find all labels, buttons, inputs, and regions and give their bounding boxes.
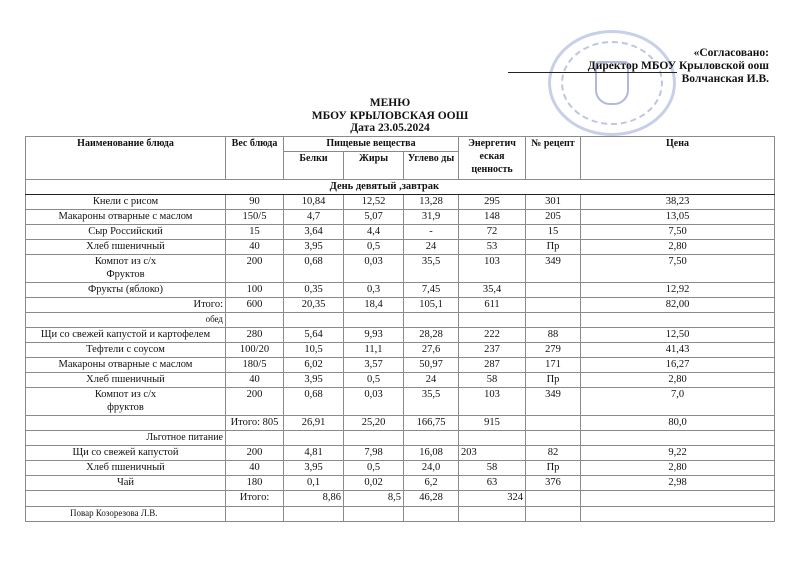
cell-recipe: 376 bbox=[526, 476, 581, 491]
menu-table bbox=[25, 136, 775, 522]
cell-carbs: - bbox=[404, 225, 459, 240]
cell-energy: 103 bbox=[459, 255, 526, 283]
cell-name: Щи со свежей капустой bbox=[26, 446, 226, 461]
header-row bbox=[26, 137, 775, 152]
cell-weight: 200 bbox=[226, 388, 284, 416]
cell-name: Кнели с рисом bbox=[26, 195, 226, 210]
menu-item-row bbox=[26, 328, 775, 343]
header-weight: Вес блюда bbox=[226, 137, 284, 180]
cell-name: Щи со свежей капустой и картофелем bbox=[26, 328, 226, 343]
breakfast-total-row bbox=[26, 298, 775, 313]
cell-carbs: 35,5 bbox=[404, 388, 459, 416]
cell-price: 2,80 bbox=[581, 461, 775, 476]
cell-weight: 180/5 bbox=[226, 358, 284, 373]
cell-fats: 0,5 bbox=[344, 461, 404, 476]
header-recipe: № рецепт bbox=[526, 137, 581, 180]
cell-carbs: 28,28 bbox=[404, 328, 459, 343]
cell-energy: 287 bbox=[459, 358, 526, 373]
cell-fats: 4,4 bbox=[344, 225, 404, 240]
cell-recipe: 349 bbox=[526, 255, 581, 283]
cell-fats: 5,07 bbox=[344, 210, 404, 225]
cell-carbs: 7,45 bbox=[404, 283, 459, 298]
cell-recipe: 301 bbox=[526, 195, 581, 210]
benefit-total-row bbox=[26, 491, 775, 507]
cell-proteins: 4,81 bbox=[284, 446, 344, 461]
cell-price: 41,43 bbox=[581, 343, 775, 358]
total-price: 82,00 bbox=[581, 298, 775, 313]
cell-price: 7,0 bbox=[581, 388, 775, 416]
cell-carbs: 31,9 bbox=[404, 210, 459, 225]
benefit-section-label: Льготное питание bbox=[26, 431, 226, 446]
title-date: Дата 23.05.2024 bbox=[350, 122, 430, 134]
cell-recipe: 279 bbox=[526, 343, 581, 358]
footer-row bbox=[26, 507, 775, 522]
cell-price: 12,50 bbox=[581, 328, 775, 343]
menu-item-row bbox=[26, 283, 775, 298]
total-carbs: 105,1 bbox=[404, 298, 459, 313]
cell-energy: 237 bbox=[459, 343, 526, 358]
total-label: Итого: bbox=[26, 298, 226, 313]
cell-weight: 200 bbox=[226, 446, 284, 461]
total-price bbox=[581, 491, 775, 507]
cell-proteins: 3,64 bbox=[284, 225, 344, 240]
cell-proteins: 3,95 bbox=[284, 240, 344, 255]
cell-proteins: 10,84 bbox=[284, 195, 344, 210]
header-proteins: Белки bbox=[284, 152, 344, 180]
cell-recipe: Пр bbox=[526, 461, 581, 476]
menu-item-row bbox=[26, 358, 775, 373]
cell-price: 9,22 bbox=[581, 446, 775, 461]
menu-item-row bbox=[26, 343, 775, 358]
cell-name: Хлеб пшеничный bbox=[26, 461, 226, 476]
menu-item-row bbox=[26, 195, 775, 210]
cell-price: 7,50 bbox=[581, 255, 775, 283]
header-nutrients: Пищевые вещества bbox=[284, 137, 459, 152]
signature-line bbox=[508, 72, 677, 73]
total-label: Итого: bbox=[226, 491, 284, 507]
cell-fats: 3,57 bbox=[344, 358, 404, 373]
total-energy: 915 bbox=[459, 416, 526, 431]
cell-weight: 200 bbox=[226, 255, 284, 283]
cell-recipe bbox=[526, 283, 581, 298]
cell-carbs: 35,5 bbox=[404, 255, 459, 283]
cell-price: 2,80 bbox=[581, 373, 775, 388]
approval-block bbox=[588, 47, 769, 86]
cell-carbs: 16,08 bbox=[404, 446, 459, 461]
cell-energy: 203 bbox=[459, 446, 526, 461]
cell-weight: 90 bbox=[226, 195, 284, 210]
cell-carbs: 24 bbox=[404, 373, 459, 388]
breakfast-rows bbox=[26, 195, 775, 298]
cell-weight: 280 bbox=[226, 328, 284, 343]
lunch-section-row bbox=[26, 313, 775, 328]
cell-fats: 7,98 bbox=[344, 446, 404, 461]
cell-recipe: 205 bbox=[526, 210, 581, 225]
total-weight: 600 bbox=[226, 298, 284, 313]
cell-energy: 148 bbox=[459, 210, 526, 225]
cell-proteins: 10,5 bbox=[284, 343, 344, 358]
total-carbs: 166,75 bbox=[404, 416, 459, 431]
total-proteins: 8,86 bbox=[284, 491, 344, 507]
cell-fats: 0,5 bbox=[344, 240, 404, 255]
approval-line-2: Директор МБОУ Крыловской оош bbox=[587, 60, 769, 72]
cell-energy: 53 bbox=[459, 240, 526, 255]
cell-carbs: 13,28 bbox=[404, 195, 459, 210]
cell-carbs: 6,2 bbox=[404, 476, 459, 491]
cell-name: Компот из с/х Фруктов bbox=[26, 255, 226, 283]
menu-item-row bbox=[26, 255, 775, 283]
cell-price: 13,05 bbox=[581, 210, 775, 225]
cell-proteins: 0,35 bbox=[284, 283, 344, 298]
cell-proteins: 0,1 bbox=[284, 476, 344, 491]
cell-energy: 58 bbox=[459, 461, 526, 476]
cell-proteins: 3,95 bbox=[284, 461, 344, 476]
cell-fats: 9,93 bbox=[344, 328, 404, 343]
cell-name: Чай bbox=[26, 476, 226, 491]
breakfast-section-label: День девятый ,завтрак bbox=[26, 180, 775, 195]
cell-carbs: 24 bbox=[404, 240, 459, 255]
menu-item-row bbox=[26, 225, 775, 240]
cell-price: 38,23 bbox=[581, 195, 775, 210]
cell-price: 12,92 bbox=[581, 283, 775, 298]
benefit-rows bbox=[26, 446, 775, 491]
cell-fats: 0,3 bbox=[344, 283, 404, 298]
total-energy: 611 bbox=[459, 298, 526, 313]
menu-item-row bbox=[26, 388, 775, 416]
cell-energy: 63 bbox=[459, 476, 526, 491]
menu-item-row bbox=[26, 240, 775, 255]
cell-name: Тефтели с соусом bbox=[26, 343, 226, 358]
cell-recipe: 171 bbox=[526, 358, 581, 373]
benefit-section-row bbox=[26, 431, 775, 446]
lunch-rows bbox=[26, 328, 775, 416]
cell-name: Макароны отварные с маслом bbox=[26, 358, 226, 373]
cell-price: 16,27 bbox=[581, 358, 775, 373]
title-menu: МЕНЮ bbox=[369, 97, 411, 109]
cell-weight: 15 bbox=[226, 225, 284, 240]
header-name: Наименование блюда bbox=[26, 137, 226, 180]
approval-line-3: Волчанская И.В. bbox=[681, 73, 769, 85]
cell-proteins: 5,64 bbox=[284, 328, 344, 343]
cell-price: 2,98 bbox=[581, 476, 775, 491]
cell-recipe: 349 bbox=[526, 388, 581, 416]
cell-fats: 11,1 bbox=[344, 343, 404, 358]
cell-fats: 0,02 bbox=[344, 476, 404, 491]
cell-proteins: 0,68 bbox=[284, 388, 344, 416]
document-title bbox=[280, 97, 500, 135]
title-school: МБОУ КРЫЛОВСКАЯ ООШ bbox=[311, 109, 469, 122]
cell-name: Компот из с/х фруктов bbox=[26, 388, 226, 416]
cell-fats: 12,52 bbox=[344, 195, 404, 210]
approval-line-1: «Согласовано: bbox=[693, 47, 769, 59]
total-energy: 324 bbox=[459, 491, 526, 507]
cell-carbs: 24,0 bbox=[404, 461, 459, 476]
header-carbs: Углево ды bbox=[404, 152, 459, 180]
total-recipe bbox=[526, 491, 581, 507]
total-price: 80,0 bbox=[581, 416, 775, 431]
cell-weight: 100 bbox=[226, 283, 284, 298]
cell-proteins: 6,02 bbox=[284, 358, 344, 373]
cell-fats: 0,03 bbox=[344, 388, 404, 416]
total-proteins: 26,91 bbox=[284, 416, 344, 431]
cell-price: 7,50 bbox=[581, 225, 775, 240]
cell-weight: 180 bbox=[226, 476, 284, 491]
header-price: Цена bbox=[581, 137, 775, 180]
cell-weight: 150/5 bbox=[226, 210, 284, 225]
total-carbs: 46,28 bbox=[404, 491, 459, 507]
cell-price: 2,80 bbox=[581, 240, 775, 255]
cook-signature: Повар Козорезова Л.В. bbox=[26, 507, 226, 522]
header-fats: Жиры bbox=[344, 152, 404, 180]
menu-item-row bbox=[26, 461, 775, 476]
cell-energy: 35,4 bbox=[459, 283, 526, 298]
cell-fats: 0,5 bbox=[344, 373, 404, 388]
cell-name: Сыр Российский bbox=[26, 225, 226, 240]
cell-proteins: 0,68 bbox=[284, 255, 344, 283]
cell-carbs: 50,97 bbox=[404, 358, 459, 373]
cell-weight: 40 bbox=[226, 461, 284, 476]
total-recipe bbox=[526, 298, 581, 313]
cell-energy: 222 bbox=[459, 328, 526, 343]
cell-name: Хлеб пшеничный bbox=[26, 240, 226, 255]
cell-recipe: 82 bbox=[526, 446, 581, 461]
cell-energy: 295 bbox=[459, 195, 526, 210]
total-proteins: 20,35 bbox=[284, 298, 344, 313]
cell-weight: 40 bbox=[226, 373, 284, 388]
cell-proteins: 3,95 bbox=[284, 373, 344, 388]
cell-fats: 0,03 bbox=[344, 255, 404, 283]
lunch-total-row bbox=[26, 416, 775, 431]
menu-item-row bbox=[26, 446, 775, 461]
menu-item-row bbox=[26, 210, 775, 225]
menu-item-row bbox=[26, 373, 775, 388]
total-fats: 8,5 bbox=[344, 491, 404, 507]
lunch-section-label: обед bbox=[26, 313, 226, 328]
cell-weight: 40 bbox=[226, 240, 284, 255]
breakfast-section-row bbox=[26, 180, 775, 195]
cell-name: Хлеб пшеничный bbox=[26, 373, 226, 388]
menu-item-row bbox=[26, 476, 775, 491]
cell-proteins: 4,7 bbox=[284, 210, 344, 225]
cell-name: Фрукты (яблоко) bbox=[26, 283, 226, 298]
total-label: Итого: 805 bbox=[226, 416, 284, 431]
cell-recipe: Пр bbox=[526, 373, 581, 388]
total-recipe bbox=[526, 416, 581, 431]
cell-name: Макароны отварные с маслом bbox=[26, 210, 226, 225]
cell-weight: 100/20 bbox=[226, 343, 284, 358]
cell-recipe: 15 bbox=[526, 225, 581, 240]
cell-recipe: 88 bbox=[526, 328, 581, 343]
cell-carbs: 27,6 bbox=[404, 343, 459, 358]
cell-recipe: Пр bbox=[526, 240, 581, 255]
total-fats: 18,4 bbox=[344, 298, 404, 313]
total-fats: 25,20 bbox=[344, 416, 404, 431]
cell-energy: 58 bbox=[459, 373, 526, 388]
cell-energy: 103 bbox=[459, 388, 526, 416]
cell-energy: 72 bbox=[459, 225, 526, 240]
header-energy: Энергетич еская ценность bbox=[459, 137, 526, 180]
